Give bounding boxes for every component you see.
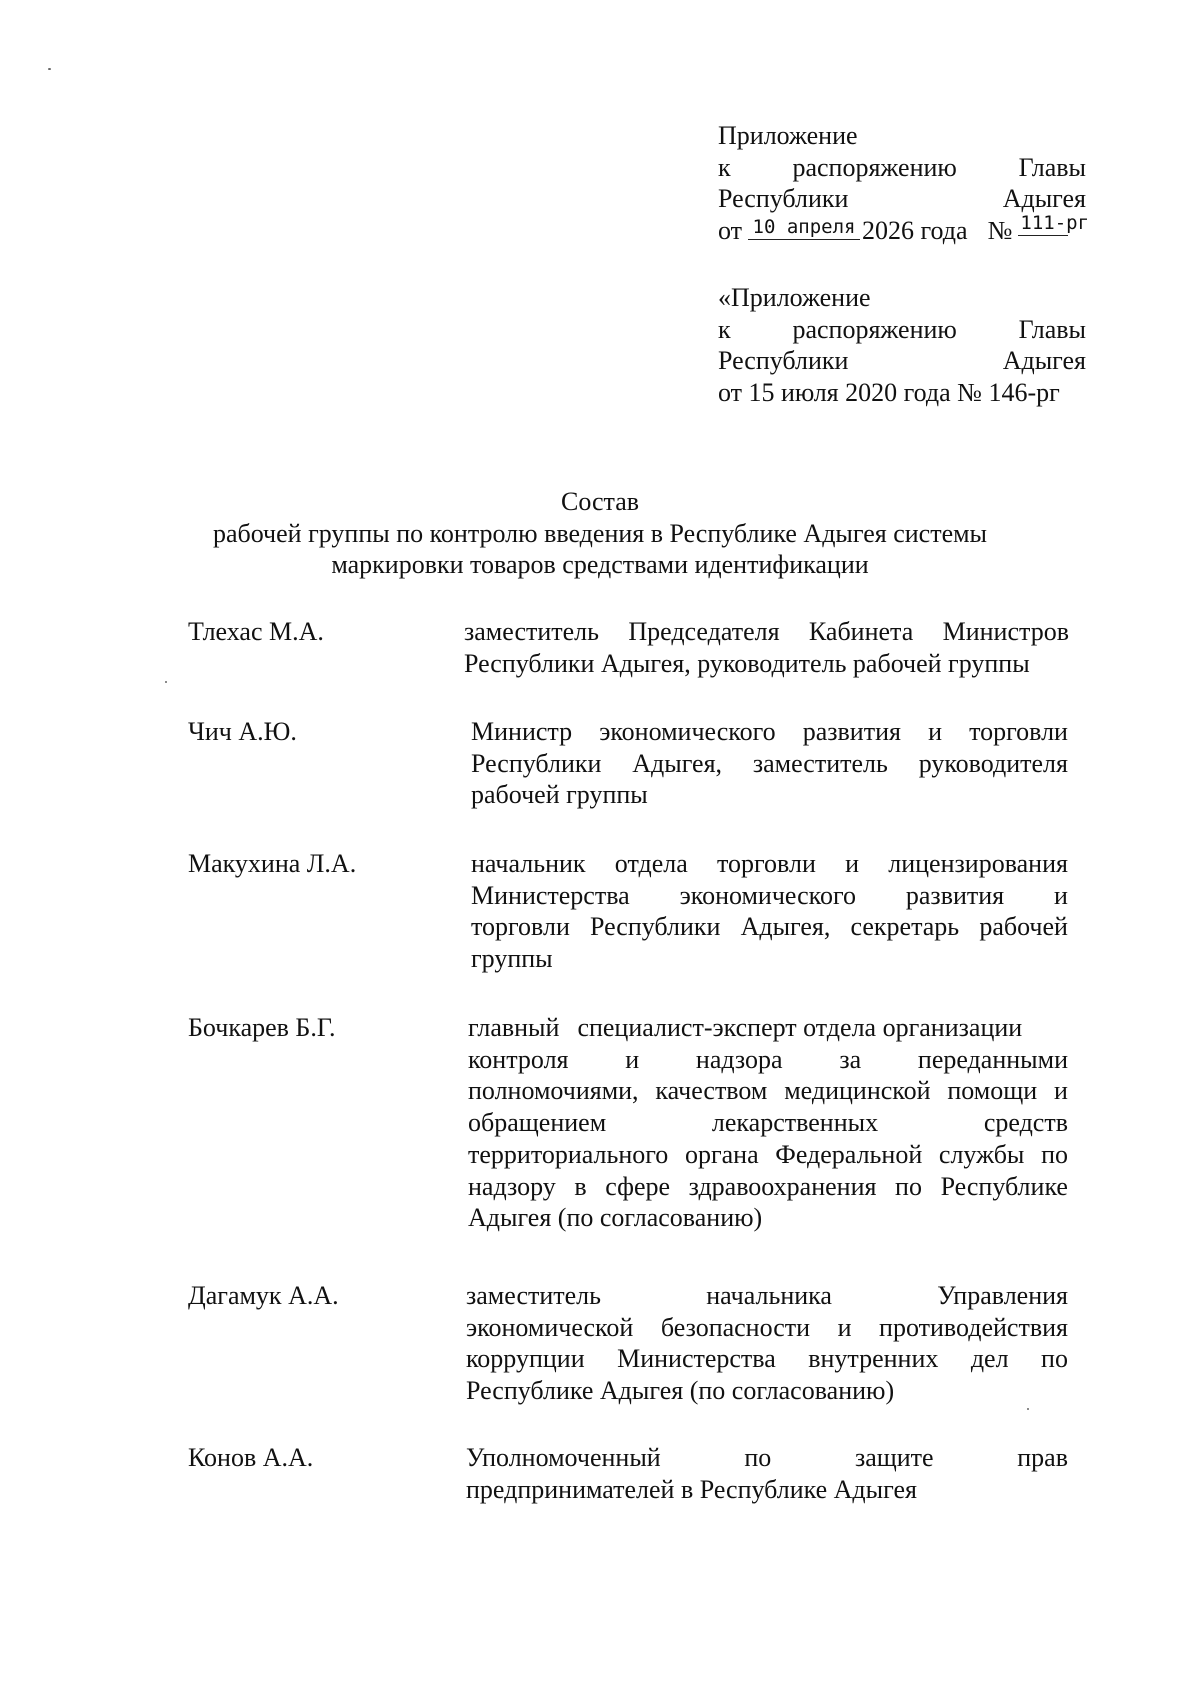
- word: обращением: [468, 1108, 607, 1138]
- word: дел: [970, 1344, 1009, 1374]
- word: Адыгея,: [740, 912, 831, 942]
- member-role: [466, 1442, 1068, 1505]
- role-line: [471, 848, 1068, 880]
- role-line: Республики Адыгея, руководитель рабочей группы: [464, 648, 1030, 678]
- order-number-field: 111-рг: [1018, 212, 1068, 236]
- number-sign: №: [987, 216, 1013, 246]
- member-role: [471, 716, 1068, 811]
- word: полномочиями,: [468, 1076, 639, 1106]
- original-appendix-line-3: [718, 345, 1086, 377]
- role-line: [471, 748, 1068, 780]
- word: лицензирования: [888, 849, 1068, 878]
- role-line: Республике Адыгея (по согласованию): [466, 1376, 895, 1406]
- word: Министерства: [471, 880, 630, 910]
- word: качеством: [655, 1076, 768, 1106]
- appendix-header: [718, 120, 1090, 247]
- word: и: [625, 1044, 640, 1074]
- role-line: Адыгея (по согласованию): [468, 1203, 763, 1233]
- title-heading: Состав: [560, 487, 640, 516]
- word: Республике: [940, 1171, 1068, 1201]
- word: начальник: [471, 849, 586, 878]
- word: противодействия: [879, 1312, 1068, 1342]
- word: главный: [468, 1013, 560, 1042]
- word: Адыгея,: [632, 748, 723, 778]
- date-prefix: от: [718, 216, 743, 246]
- word: заместитель: [464, 617, 600, 646]
- role-line: [466, 1312, 1068, 1344]
- scan-speck: [1027, 1408, 1029, 1410]
- role-line: [471, 880, 1068, 912]
- word: по: [1041, 1344, 1068, 1374]
- member-name: Тлехас М.А.: [188, 617, 324, 646]
- role-line: [468, 1171, 1068, 1203]
- word: в: [574, 1171, 587, 1201]
- word: торговли: [969, 717, 1068, 746]
- word: и: [845, 849, 860, 878]
- word: Министр: [471, 717, 573, 746]
- word: распоряжению: [792, 314, 957, 344]
- document-title: [160, 486, 1040, 581]
- appendix-line-2: [718, 152, 1086, 184]
- word: заместитель: [752, 748, 888, 778]
- role-line: [468, 1139, 1068, 1171]
- word: к: [718, 314, 731, 344]
- role-line: [471, 716, 1068, 748]
- word: начальника: [706, 1281, 832, 1310]
- word: территориального: [468, 1139, 669, 1169]
- role-line: [468, 1044, 1068, 1076]
- word: защите: [854, 1443, 934, 1472]
- role-line: [466, 1442, 1068, 1474]
- word: за: [839, 1044, 862, 1074]
- role-line: [466, 1343, 1068, 1375]
- word: по: [895, 1171, 922, 1201]
- word: и: [1054, 880, 1068, 910]
- word: к: [718, 152, 731, 182]
- word: Адыгея: [1002, 184, 1086, 214]
- original-appendix-line-2: [718, 314, 1086, 346]
- word: Кабинета: [808, 617, 914, 646]
- role-line: группы: [471, 944, 553, 974]
- member-name: Конов А.А.: [188, 1443, 314, 1472]
- word: торговли: [471, 912, 570, 942]
- word: сфере: [605, 1171, 671, 1201]
- word: Министерства: [617, 1344, 776, 1374]
- word: отдела: [614, 849, 688, 878]
- role-line: предпринимателей в Республике Адыгея: [466, 1474, 917, 1504]
- word: лекарственных: [711, 1108, 879, 1138]
- word: помощи: [947, 1076, 1038, 1106]
- word: Республики: [718, 346, 849, 376]
- word: надзору: [468, 1171, 556, 1201]
- word: по: [744, 1443, 772, 1472]
- word: контроля: [468, 1044, 569, 1074]
- role-line: [468, 1012, 1068, 1044]
- word: Управления: [937, 1281, 1068, 1310]
- word: Федеральной: [775, 1139, 923, 1169]
- order-date-line: [718, 212, 1090, 247]
- role-line: рабочей группы: [471, 780, 648, 810]
- scan-speck: [165, 681, 167, 683]
- original-appendix-label: «Приложение: [718, 283, 871, 312]
- appendix-label: Приложение: [718, 121, 858, 150]
- date-year: 2026 года: [862, 216, 968, 246]
- word: Главы: [1018, 152, 1086, 182]
- word: и: [928, 717, 942, 746]
- word: средств: [983, 1108, 1068, 1138]
- word: рабочей: [979, 912, 1068, 942]
- member-name: Бочкарев Б.Г.: [188, 1013, 336, 1042]
- word: органа: [684, 1139, 759, 1169]
- word: торговли: [717, 849, 816, 878]
- word: заместитель: [466, 1281, 602, 1310]
- original-order-date: от 15 июля 2020 года № 146-рг: [718, 378, 1060, 408]
- word: безопасности: [660, 1312, 811, 1342]
- word: Председателя: [628, 617, 780, 646]
- word: секретарь: [850, 912, 960, 942]
- word: экономического: [679, 880, 856, 910]
- word: экономической: [466, 1312, 634, 1342]
- member-role: [468, 1012, 1068, 1234]
- role-line: [471, 911, 1068, 943]
- member-name: Дагамук А.А.: [188, 1281, 339, 1310]
- word: развития: [802, 717, 901, 746]
- appendix-line-3: [718, 183, 1086, 215]
- title-subline-2: маркировки товаров средствами идентификации: [331, 550, 869, 580]
- title-subline-1: рабочей группы по контролю введения в Республике Адыгея системы: [212, 518, 988, 548]
- word: Адыгея: [1002, 346, 1086, 376]
- role-line: [464, 616, 1069, 648]
- word: и: [1054, 1076, 1068, 1106]
- role-line: [468, 1075, 1068, 1107]
- word: Республики: [590, 912, 721, 942]
- word: Министров: [942, 617, 1069, 646]
- word: прав: [1017, 1443, 1068, 1472]
- date-field: 10 апреля: [748, 216, 860, 240]
- original-appendix-header: [718, 282, 1086, 409]
- word: и: [837, 1312, 852, 1342]
- word: медицинской: [784, 1076, 931, 1106]
- word: Главы: [1018, 314, 1086, 344]
- word: службы: [938, 1139, 1025, 1169]
- word: развития: [905, 880, 1005, 910]
- word: коррупции: [466, 1344, 585, 1374]
- word: переданными: [917, 1044, 1068, 1074]
- word: Уполномоченный: [466, 1443, 661, 1472]
- member-role: [471, 848, 1068, 975]
- word: здравоохранения: [688, 1171, 877, 1201]
- word: Республики: [471, 748, 602, 778]
- member-role: [466, 1280, 1068, 1407]
- member-name: Макухина Л.А.: [188, 849, 357, 878]
- word: специалист-эксперт отдела организации: [577, 1013, 1023, 1042]
- member-name: Чич А.Ю.: [188, 717, 297, 746]
- word: надзора: [695, 1044, 783, 1074]
- role-line: [468, 1107, 1068, 1139]
- word: руководителя: [918, 748, 1068, 778]
- word: Республики: [718, 184, 849, 214]
- role-line: [466, 1280, 1068, 1312]
- word: распоряжению: [792, 152, 957, 182]
- word: по: [1041, 1139, 1068, 1169]
- word: внутренних: [808, 1344, 939, 1374]
- member-role: [464, 616, 1069, 679]
- word: экономического: [599, 717, 776, 746]
- scan-speck: [48, 68, 51, 70]
